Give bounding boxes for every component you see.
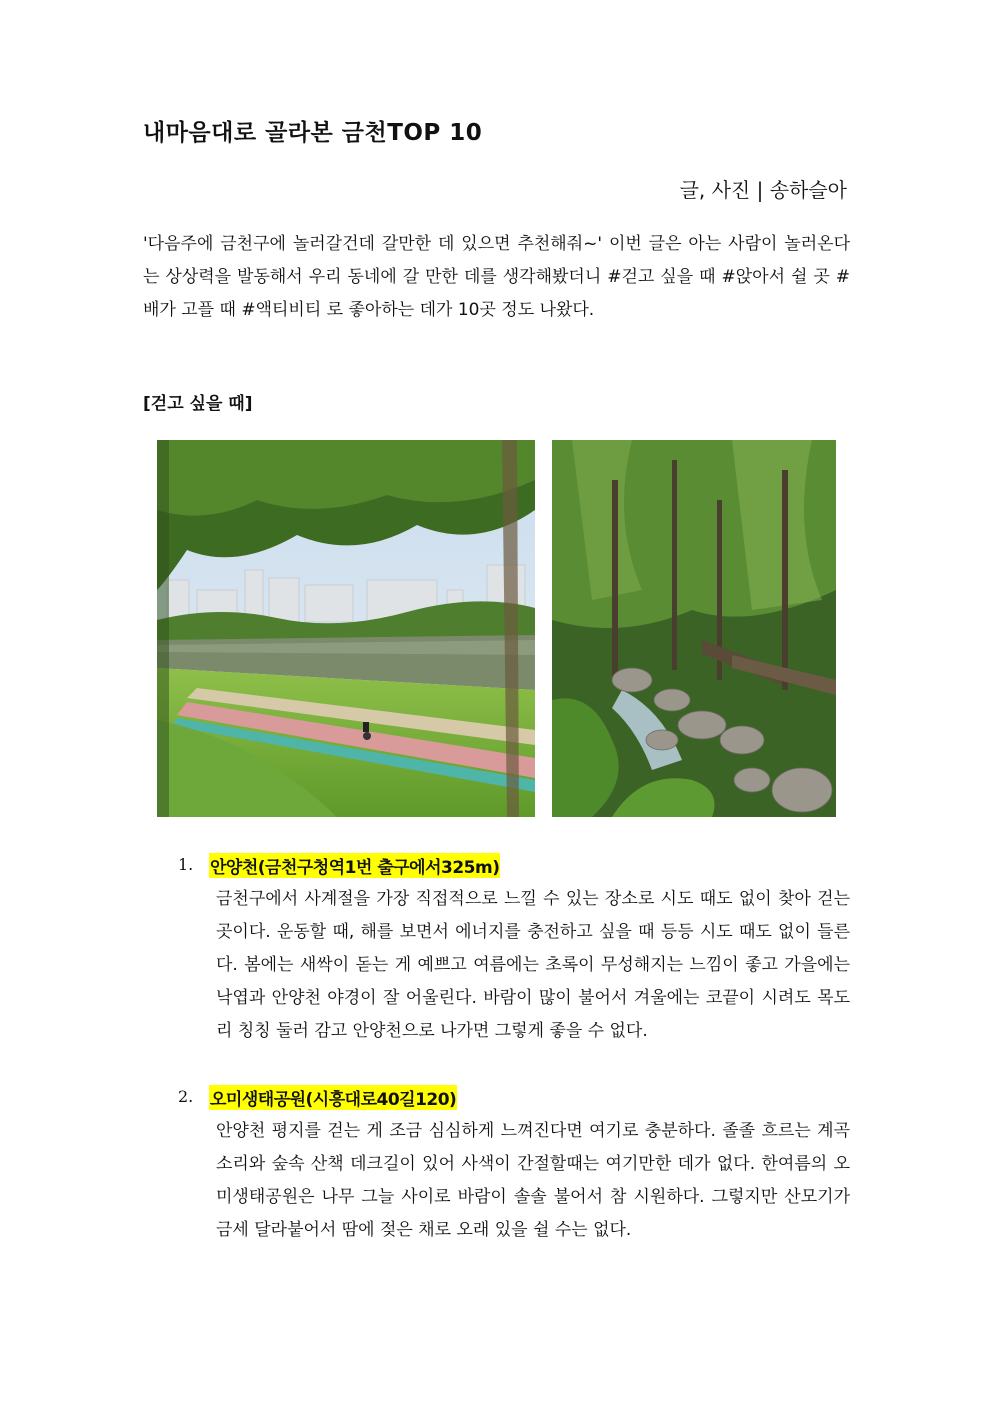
- page-title: 내마음대로 골라본 금천TOP 10: [143, 120, 483, 146]
- section-heading: [걷고 싶을 때]: [143, 394, 253, 414]
- forest-stream-photo: [552, 440, 836, 817]
- item-body: 안양천 평지를 걷는 게 조금 심심하게 느껴진다면 여기로 충분하다. 졸졸 흐르는 계곡소리와 숲속 산책 데크길이 있어 사색이 간절할때는 여기만한 데가 없다. 한여름의 오미생태공원은 나무 그늘 사이로 바람이 솔솔 불어서 참 시원하다. 그렇지만 산모기가 금세 달라붙어서 땀에 젖은 채로 오래 있을 쉴 수는 없다.: [216, 1121, 850, 1240]
- intro-paragraph: '다음주에 금천구에 놀러갈건데 갈만한 데 있으면 추천해줘~' 이번 글은 아는 사람이 놀러온다는 상상력을 발동해서 우리 동네에 갈 만한 데를 생각해봤더니 #걷고 싶을 때 #앉아서 쉴 곳 #배가 고플 때 #액티비티 로 좋아하는 데가 10곳 정도 나왔다.: [143, 234, 850, 320]
- item-number: 2.: [178, 1087, 194, 1106]
- river-walkway-photo: [157, 440, 535, 817]
- byline: 글, 사진 | 송하슬아: [679, 178, 847, 202]
- item-title-highlight: 안양천(금천구청역1번 출구에서325m): [209, 853, 500, 878]
- item-number: 1.: [178, 855, 194, 874]
- item-title-highlight: 오미생태공원(시흥대로40길120): [209, 1085, 457, 1110]
- item-body: 금천구에서 사계절을 가장 직접적으로 느낄 수 있는 장소로 시도 때도 없이 찾아 걷는 곳이다. 운동할 때, 해를 보면서 에너지를 충전하고 싶을 때 등등 시도 때도 없이 들른다. 봄에는 새싹이 돋는 게 예쁘고 여름에는 초록이 무성해지는 느낌이 좋고 가을에는 낙엽과 안양천 야경이 잘 어울린다. 바람이 많이 불어서 겨울에는 코끝이 시려도 목도리 칭칭 둘러 감고 안양천으로 나가면 그렇게 좋을 수 없다.: [216, 889, 850, 1041]
